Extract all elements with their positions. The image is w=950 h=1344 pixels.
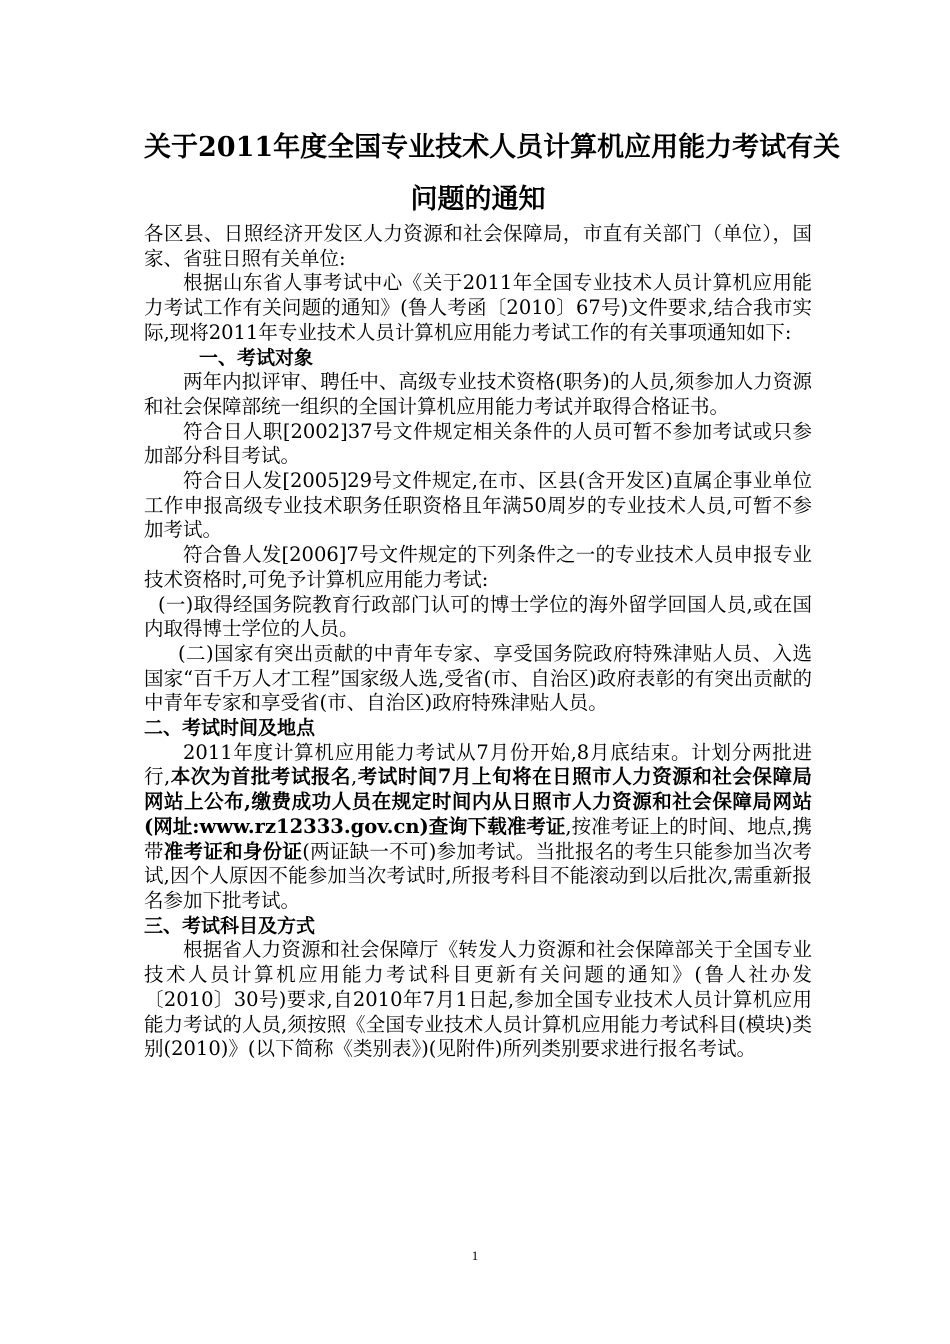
salutation: 各区县、日照经济开发区人力资源和社会保障局，市直有关部门（单位），国家、省驻日照有关单位: [144, 222, 812, 270]
section1-heading: 一、考试对象 [199, 346, 314, 369]
intro-paragraph: 根据山东省人事考试中心《关于2011年全国专业技术人员计算机应用能力考试工作有关问题的通知》(鲁人考函〔2010〕67号)文件要求,结合我市实际,现将2011年专业技术人员计算机应用能力考试工作的有关事项通知如下: [144, 271, 812, 344]
document-title-line1: 关于2011年度全国专业技术人员计算机应用能力考试有关 [144, 132, 841, 163]
section3-heading: 三、考试科目及方式 [144, 914, 316, 937]
section2-text-a: 2011年度计算机应用能力考试从7月份开始,8月底结束。计划分两批进行, [144, 740, 812, 789]
page-number: 1 [471, 1248, 479, 1263]
section1-item2: (二)国家有突出贡献的中青年专家、享受国务院政府特殊津贴人员、入选国家“百千万人才工程”国家级人选,受省(市、自治区)政府表彰的有突出贡献的中青年专家和享受省(市、自治区)政府特殊津贴人员。 [144, 641, 812, 715]
section1-paragraph1: 两年内拟评审、聘任中、高级专业技术资格(职务)的人员,须参加人力资源和社会保障部统一组织的全国计算机应用能力考试并取得合格证书。 [144, 370, 812, 418]
section1-item1: (一)取得经国务院教育行政部门认可的博士学位的海外留学回国人员,或在国内取得博士学位的人员。 [144, 592, 812, 641]
section2-text-g: (两证缺一不可)参加考试。当批报名的考生只能参加当次考试,因个人原因不能参加当次考试时,所报考科目不能滚动到以后批次,需重新报名参加下批考试。 [144, 839, 812, 912]
section1-paragraph4: 符合鲁人发[2006]7号文件规定的下列条件之一的专业技术人员申报专业技术资格时,可免予计算机应用能力考试: [144, 543, 812, 591]
section3-paragraph1: 根据省人力资源和社会保障厅《转发人力资源和社会保障部关于全国专业技术人员计算机应用能力考试科目更新有关问题的通知》(鲁人社办发〔2010〕30号)要求,自2010年7月1日起,参加全国专业技术人员计算机应用能力考试的人员,须按照《全国专业技术人员计算机应用能力考试科目(模块)类别(2010)》(以下简称《类别表》)(见附件)所列类别要求进行报名考试。 [144, 938, 812, 1061]
section2-text-e: ,按准考证上的时间、地点,携带 [144, 814, 812, 863]
section1-paragraph3: 符合日人发[2005]29号文件规定,在市、区县(含开发区)直属企事业单位工作申报高级专业技术职务任职资格且年满50周岁的专业技术人员,可暂不参加考试。 [144, 469, 812, 542]
section2-heading: 二、考试时间及地点 [144, 717, 316, 740]
section2-text-c: , [351, 765, 358, 789]
section1-paragraph2: 符合日人职[2002]37号文件规定相关条件的人员可暂不参加考试或只参加部分科目考试。 [144, 419, 812, 468]
section2-bold-b: 本次为首批考试报名 [170, 765, 352, 789]
section2-bold-d: 考试时间7月上旬将在日照市人力资源和社会保障局网站上公布,缴费成功人员在规定时间内从日照市人力资源和社会保障局网站(网址:www.rz12333.gov.cn)查询下载准考证 [144, 765, 812, 838]
document-title-line2: 问题的通知 [410, 184, 546, 215]
section2-bold-f: 准考证和身份证 [163, 839, 303, 863]
section2-paragraph1 [144, 741, 812, 914]
document-body [144, 222, 812, 1062]
